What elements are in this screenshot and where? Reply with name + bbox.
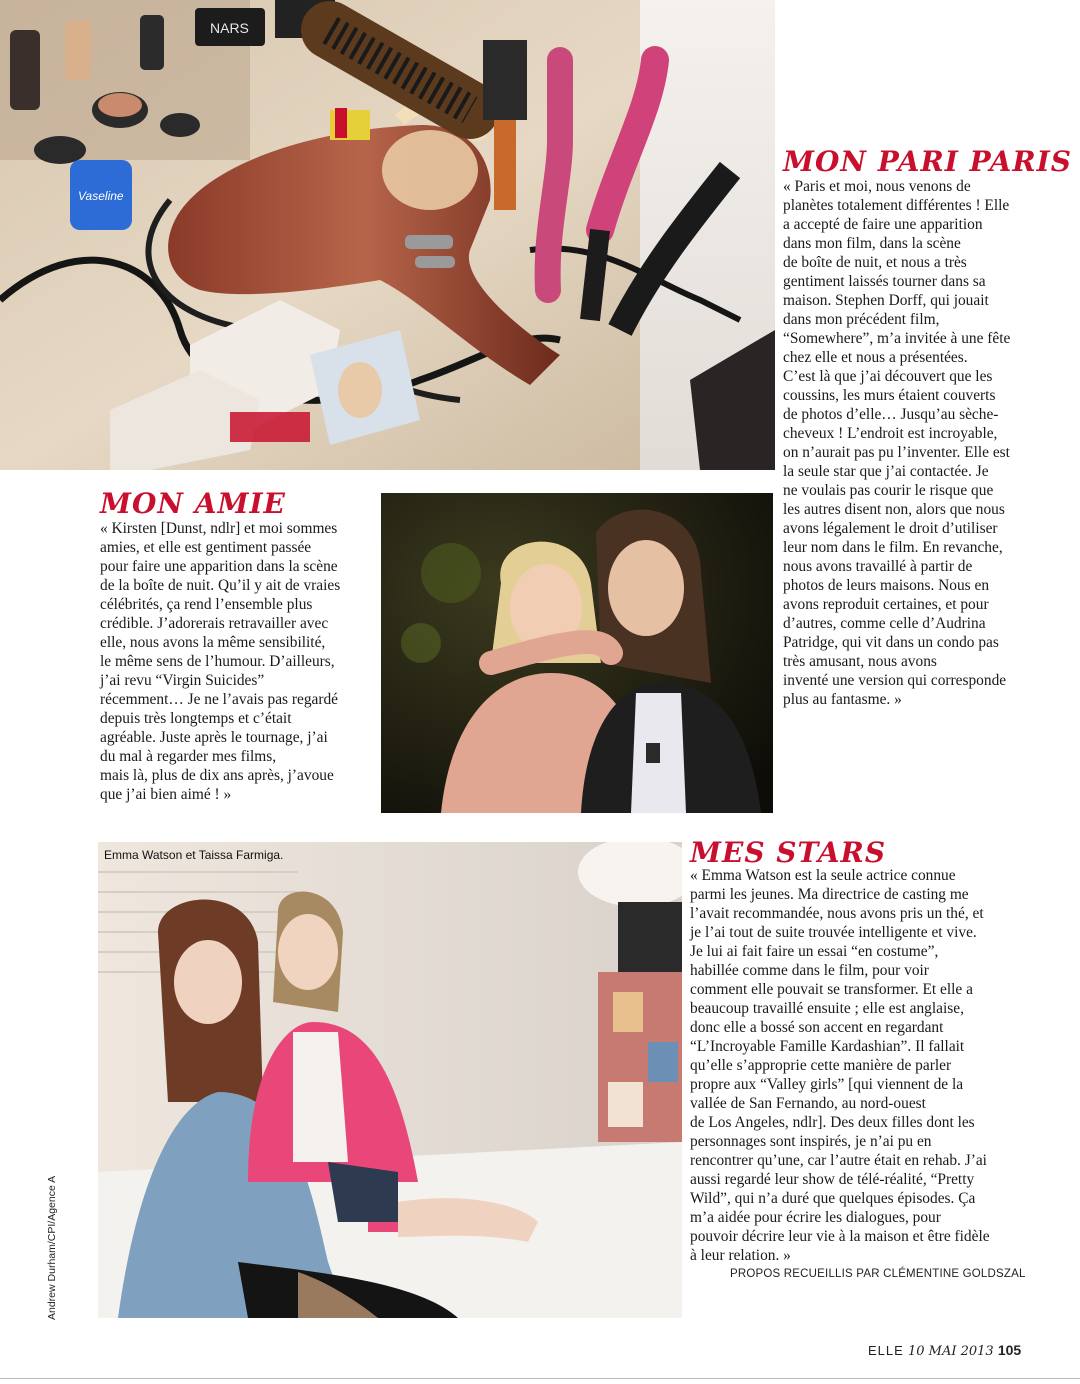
text-line: Patridge, qui vit dans un condo pas xyxy=(783,634,999,651)
text-line: C’est là que j’ai découvert que les xyxy=(783,368,993,385)
text-line: le même sens de l’humour. D’ailleurs, xyxy=(100,653,335,670)
text-line: maison. Stephen Dorff, qui jouait xyxy=(783,292,989,309)
section-heading-pari: MON PARI PARIS xyxy=(783,145,1072,178)
text-line: récemment… Je ne l’avais pas regardé xyxy=(100,691,339,708)
page-bottom-rule xyxy=(0,1378,1080,1379)
text-line: mais là, plus de dix ans après, j’avoue xyxy=(100,767,334,784)
text-line: leur nom dans le film. En revanche, xyxy=(783,539,1003,556)
issue-date: 10 MAI 2013 xyxy=(907,1344,994,1359)
text-line: personnages sont inspirés, je n’ai pu en xyxy=(690,1133,932,1150)
text-line: beaucoup travaillé ensuite ; elle est anglaise, xyxy=(690,1000,964,1017)
text-line: Je lui ai fait faire un essai “en costume”, xyxy=(690,943,939,960)
text-line: célébrités, ça rend l’ensemble plus xyxy=(100,596,313,613)
text-line: agréable. Juste après le tournage, j’ai xyxy=(100,729,328,746)
text-line: de la boîte de nuit. Qu’il y ait de vraies xyxy=(100,577,341,594)
text-line: coussins, les murs étaient couverts xyxy=(783,387,996,404)
text-line: cheveux ! L’endroit est incroyable, xyxy=(783,425,998,442)
text-line: crédible. J’adorerais retravailler avec xyxy=(100,615,329,632)
text-line: habillée comme dans le film, pour voir xyxy=(690,962,929,979)
text-line: j’ai revu “Virgin Suicides” xyxy=(100,672,265,689)
article-text-stars xyxy=(690,866,1020,1265)
text-line: chez elle et nous a présentées. xyxy=(783,349,968,366)
text-line: vallée de San Fernando, au nord-ouest xyxy=(690,1095,926,1112)
text-line: planètes totalement différentes ! Elle xyxy=(783,197,1010,214)
text-line: plus au fantasme. » xyxy=(783,691,902,708)
section-heading-amie: MON AMIE xyxy=(100,487,286,520)
text-line: propre aux “Valley girls” [qui viennent de la xyxy=(690,1076,964,1093)
text-line: amies, et elle est gentiment passée xyxy=(100,539,312,556)
text-line: photos de leurs maisons. Nous en xyxy=(783,577,990,594)
section-heading-stars: MES STARS xyxy=(690,836,887,869)
text-line: qu’elle s’approprie cette manière de parler xyxy=(690,1057,952,1074)
text-line: pouvoir décrire leur vie à la maison et être fidèle xyxy=(690,1228,990,1245)
text-line: je l’ai tout de suite trouvée intelligente et vive. xyxy=(690,924,977,941)
article-text-amie xyxy=(100,519,375,804)
page-number: 105 xyxy=(997,1342,1022,1358)
magazine-name: ELLE xyxy=(868,1343,904,1358)
text-line: de boîte de nuit, et nous a très xyxy=(783,254,967,271)
text-line: ne voulais pas courir le risque que xyxy=(783,482,994,499)
text-line: “L’Incroyable Famille Kardashian”. Il fallait xyxy=(690,1038,965,1055)
photo-vanity-hairdryer xyxy=(0,0,775,470)
text-line: nous avons travaillé à partir de xyxy=(783,558,973,575)
text-line: on n’aurait pas pu l’inventer. Elle est xyxy=(783,444,1010,461)
page-folio xyxy=(868,1342,1021,1359)
text-line: comment elle pouvait se transformer. Et elle a xyxy=(690,981,973,998)
text-line: « Kirsten [Dunst, ndlr] et moi sommes xyxy=(100,520,338,537)
text-line: a accepté de faire une apparition xyxy=(783,216,983,233)
text-line: rencontrer qu’une, car l’autre était en rehab. J’ai xyxy=(690,1152,987,1169)
text-line: m’a aidée pour écrire les dialogues, pour xyxy=(690,1209,941,1226)
text-line: avons légalement le droit d’utiliser xyxy=(783,520,998,537)
text-line: “Somewhere”, m’a invitée à une fête xyxy=(783,330,1011,347)
photo-two-friends xyxy=(381,493,773,813)
text-line: très amusant, nous avons xyxy=(783,653,937,670)
text-line: dans mon précédent film, xyxy=(783,311,940,328)
article-text-pari xyxy=(783,177,1073,709)
text-line: « Paris et moi, nous venons de xyxy=(783,178,971,195)
text-line: avons reproduit certaines, et pour xyxy=(783,596,989,613)
photo-caption: Emma Watson et Taissa Farmiga. xyxy=(104,848,284,862)
text-line: elle, nous avons la même sensibilité, xyxy=(100,634,326,651)
text-line: pour faire une apparition dans la scène xyxy=(100,558,338,575)
photo-actresses-on-bed xyxy=(98,842,682,1318)
text-line: Wild”, qui n’a duré que quelques épisodes. Ça xyxy=(690,1190,976,1207)
text-line: gentiment laissés tourner dans sa xyxy=(783,273,986,290)
text-line: aussi regardé leur show de télé-réalité, “Pretty xyxy=(690,1171,975,1188)
text-line: de Los Angeles, ndlr]. Des deux filles dont les xyxy=(690,1114,975,1131)
text-line: de photos d’elle… Jusqu’au sèche- xyxy=(783,406,999,423)
text-line: que j’ai bien aimé ! » xyxy=(100,786,232,803)
text-line: inventé une version qui corresponde xyxy=(783,672,1007,689)
text-line: à leur relation. » xyxy=(690,1247,791,1264)
text-line: la seule star que j’ai contactée. Je xyxy=(783,463,989,480)
interview-credit: PROPOS RECUEILLIS PAR CLÉMENTINE GOLDSZAL xyxy=(730,1268,1026,1280)
nars-label: NARS xyxy=(210,20,249,36)
vaseline-label: Vaseline xyxy=(78,189,124,203)
text-line: les autres disent non, alors que nous xyxy=(783,501,1005,518)
text-line: d’autres, comme celle d’Audrina xyxy=(783,615,986,632)
text-line: parmi les jeunes. Ma directrice de casting me xyxy=(690,886,969,903)
text-line: l’avait recommandée, nous avons pris un thé, et xyxy=(690,905,984,922)
text-line: donc elle a bossé son accent en regardant xyxy=(690,1019,944,1036)
text-line: dans mon film, dans la scène xyxy=(783,235,961,252)
text-line: depuis très longtemps et c’était xyxy=(100,710,292,727)
text-line: du mal à regarder mes films, xyxy=(100,748,277,765)
photo-credit: Andrew Durham/CPI/Agence A xyxy=(46,1175,58,1320)
text-line: « Emma Watson est la seule actrice connue xyxy=(690,867,956,884)
